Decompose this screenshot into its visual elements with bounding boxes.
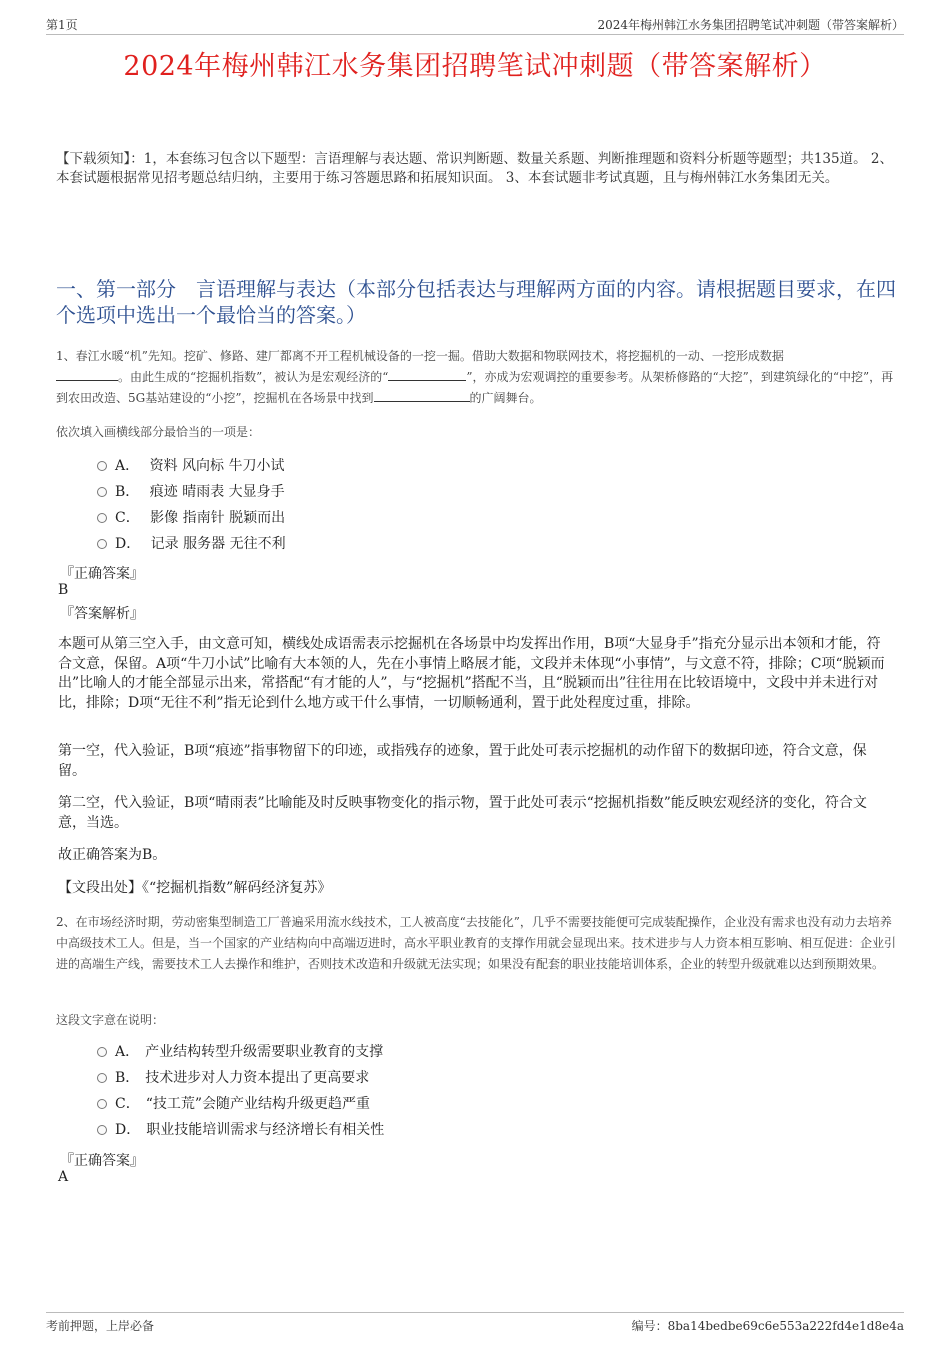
- q2-option-b[interactable]: [97, 1068, 369, 1088]
- q1-option-c[interactable]: [97, 508, 285, 528]
- q1-answer: B: [58, 582, 69, 598]
- radio-icon[interactable]: [97, 539, 107, 549]
- option-letter: C．: [115, 1096, 140, 1112]
- option-text: 影像 指南针 脱颖而出: [145, 510, 286, 526]
- q1-source: 【文段出处】《“挖掘机指数”解码经济复苏》: [58, 880, 332, 896]
- question-1-stem: [56, 346, 898, 409]
- radio-icon[interactable]: [97, 513, 107, 523]
- header-doc-title: 2024年梅州韩江水务集团招聘笔试冲刺题（带答案解析）: [597, 18, 904, 32]
- radio-icon[interactable]: [97, 1125, 107, 1135]
- footer-serial: 编号：8ba14bedbe69c6e553a222fd4e1d8e4a: [631, 1319, 904, 1333]
- section-heading: 一、第一部分 言语理解与表达（本部分包括表达与理解两方面的内容。请根据题目要求，在四个选项中选出一个最恰当的答案。）: [56, 277, 896, 327]
- q1-analysis-paragraph: 本题可从第三空入手，由文意可知，横线处成语需表示挖掘机在各场景中均发挥出作用，B项“大显身手”指充分显示出本领和才能，符合文意，保留。A项“牛刀小试”比喻有大本领的人，先在小事情上略展才能，文段并未体现“小事情”，与文意不符，排除；C项“脱颖而出”比喻人的才能全部显示出来，常搭配“有才能的人”，与“挖掘机”搭配不当，且“脱颖而出”往往用在比较语境中，文段中并未进行对比，排除；D项“无往不利”指无论到什么地方或干什么事情，一切顺畅通利，置于此处程度过重，排除。: [58, 636, 885, 711]
- radio-icon[interactable]: [97, 1099, 107, 1109]
- option-text: 资料 风向标 牛刀小试: [145, 458, 285, 474]
- question-2-stem: 2、在市场经济时期，劳动密集型制造工厂普遍采用流水线技术，工人被高度“去技能化”，几乎不需要技能便可完成装配操作，企业没有需求也没有动力去培养中高级技术工人。但是，当一个国家的产业结构向中高端迈进时，高水平职业教育的支撑作用就会显现出来。技术进步与人力资本相互影响、相互促进：企业引进的高端生产线，需要技术工人去操作和维护，否则技术改造和升级就无法实现；如果没有配套的职业技能培训体系，企业的转型升级就难以达到预期效果。: [56, 915, 897, 971]
- q2-prompt: 这段文字意在说明：: [56, 1013, 165, 1027]
- q1-option-d[interactable]: [97, 534, 286, 554]
- q1-blank-1: [56, 367, 118, 381]
- option-letter: D．: [115, 536, 141, 552]
- q1-stem-part-d: 的广阔舞台。: [469, 391, 542, 405]
- option-letter: C．: [115, 510, 140, 526]
- download-notice: 【下载须知】：1，本套练习包含以下题型：言语理解与表达题、常识判断题、数量关系题、判断推理题和资料分析题等题型；共135道。 2、本套试题根据常见招考题总结归纳，主要用于练习答题思路和拓展知识面。 3、本套试题非考试真题，且与梅州韩江水务集团无关。: [56, 151, 893, 186]
- option-text: 技术进步对人力资本提出了更高要求: [145, 1070, 370, 1086]
- page-footer: [46, 1312, 904, 1335]
- q1-analysis-paragraph: 故正确答案为B。: [58, 847, 167, 863]
- q2-option-d[interactable]: [97, 1120, 384, 1140]
- q1-stem-part-a: 1、春江水暖“机”先知。挖矿、修路、建厂都离不开工程机械设备的一挖一掘。借助大数据和物联网技术，将挖掘机的一动、一挖形成数据: [56, 349, 784, 363]
- q1-analysis-paragraph: 第一空，代入验证，B项“痕迹”指事物留下的印迹，或指残存的迹象，置于此处可表示挖掘机的动作留下的数据印迹，符合文意，保留。: [58, 743, 867, 779]
- q1-analysis-paragraph: 第二空，代入验证，B项“晴雨表”比喻能及时反映事物变化的指示物，置于此处可表示“挖掘机指数”能反映宏观经济的变化，符合文意，当选。: [58, 795, 867, 831]
- option-text: 痕迹 晴雨表 大显身手: [145, 484, 285, 500]
- radio-icon[interactable]: [97, 1047, 107, 1057]
- option-letter: B．: [115, 484, 140, 500]
- option-letter: B．: [115, 1070, 140, 1086]
- q2-answer: A: [58, 1169, 69, 1185]
- option-text: 产业结构转型升级需要职业教育的支撑: [145, 1044, 384, 1060]
- document-title: 2024年梅州韩江水务集团招聘笔试冲刺题（带答案解析）: [123, 51, 827, 82]
- q1-blank-2: [388, 367, 466, 381]
- q1-stem-part-c: ”，亦成为宏观调控的重要参考。从架桥修路的“大挖”，到建筑绿化的“中挖”，再到农田改造、5G基站建设的“小挖”，挖掘机在各场景中找到: [56, 370, 894, 405]
- q1-stem-part-b: 。由此生成的“挖掘机指数”，被认为是宏观经济的“: [118, 370, 389, 384]
- q1-analysis-label: 『答案解析』: [60, 606, 144, 622]
- page-number: 第1页: [46, 18, 78, 32]
- radio-icon[interactable]: [97, 487, 107, 497]
- q2-option-a[interactable]: [97, 1042, 383, 1062]
- option-text: “技工荒”会随产业结构升级更趋严重: [145, 1096, 371, 1112]
- q1-option-a[interactable]: [97, 456, 284, 476]
- q2-answer-label: 『正确答案』: [60, 1153, 144, 1169]
- q1-blank-3: [374, 388, 470, 402]
- q1-prompt: 依次填入画横线部分最恰当的一项是：: [56, 425, 261, 439]
- q1-option-b[interactable]: [97, 482, 285, 502]
- option-letter: A．: [115, 1044, 140, 1060]
- radio-icon[interactable]: [97, 1073, 107, 1083]
- radio-icon[interactable]: [97, 461, 107, 471]
- footer-slogan: 考前押题，上岸必备: [46, 1319, 155, 1333]
- q2-option-c[interactable]: [97, 1094, 370, 1114]
- q1-answer-label: 『正确答案』: [60, 566, 144, 582]
- option-letter: A．: [115, 458, 140, 474]
- option-letter: D．: [115, 1122, 141, 1138]
- page-header: [46, 14, 904, 35]
- option-text: 职业技能培训需求与经济增长有相关性: [146, 1122, 385, 1138]
- option-text: 记录 服务器 无往不利: [146, 536, 286, 552]
